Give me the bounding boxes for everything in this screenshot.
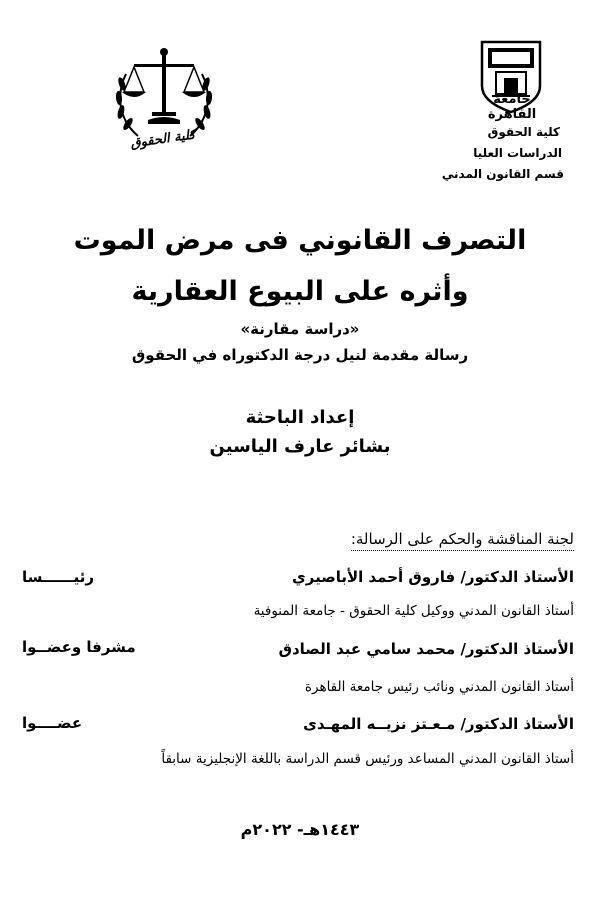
thesis-title-line2: وأثره على البيوع العقارية (131, 276, 469, 307)
member-2-name: الأستاذ الدكتور/ محمد سامي عبد الصادق (278, 640, 574, 658)
member-3-role: عضــــوا (22, 714, 83, 732)
member-3-description: أستاذ القانون المدني المساعد ورئيس قسم الدراسة باللغة الإنجليزية سابقاً (161, 751, 574, 767)
document-date: ١٤٤٣هـ- ٢٠٢٢م (240, 820, 360, 839)
member-3-name: الأستاذ الدكتور/ مـعـتز نزيــه المهـدى (303, 715, 574, 733)
university-name: جامعة القاهرة (487, 92, 537, 122)
graduate-studies: الدراسات العليا (473, 146, 562, 160)
member-2-description: أستاذ القانون المدني ونائب رئيس جامعة القاهرة (304, 679, 574, 695)
faculty-name: كلية الحقوق (487, 125, 560, 139)
department-name: قسم القانون المدني (441, 167, 564, 181)
committee-heading (14, 530, 574, 548)
thesis-title-line1: التصرف القانوني فى مرض الموت (73, 225, 527, 256)
author-name: بشائر عارف الياسين (209, 436, 391, 457)
left-logo-caption: كلية الحقوق (129, 127, 197, 152)
prepared-by-label: إعداد الباحثة (245, 407, 355, 428)
thesis-subtitle: «دراسة مقارنة» (240, 320, 360, 338)
thesis-purpose: رسالة مقدمة لنيل درجة الدكتوراه في الحقوق (131, 346, 469, 364)
member-1-description: أستاذ القانون المدني ووكيل كلية الحقوق - جامعة المنوفية (253, 603, 574, 619)
member-2-role: مشرفا وعضــوا (22, 638, 136, 656)
member-1-role: رئيــــــسا (22, 568, 95, 586)
member-1-name: الأستاذ الدكتور/ فاروق أحمد الأباصيري (292, 568, 574, 586)
committee-heading-text: لجنة المناقشة والحكم على الرسالة: (351, 530, 574, 551)
